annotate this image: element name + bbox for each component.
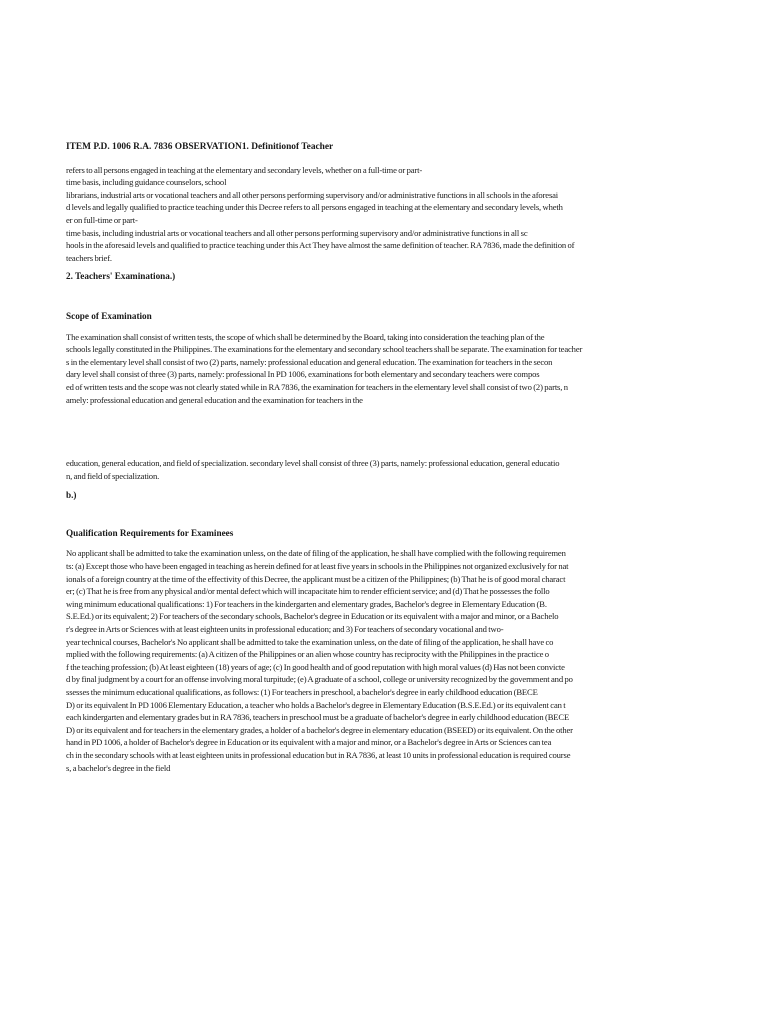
definition-paragraph xyxy=(66,164,704,265)
text-line: time basis, including guidance counselors, school xyxy=(66,177,227,188)
text-line: No applicant shall be admitted to take the examination unless, on the date of filing of the application, he shall have complied with the following requiremen xyxy=(66,548,566,559)
document-page xyxy=(66,141,704,774)
text-line: mplied with the following requirements: (a) A citizen of the Philippines or an alien whose country has reciprocity with the Philippines in the practice o xyxy=(66,649,549,660)
text-line: d levels and legally qualified to practice teaching under this Decree refers to all persons engaged in teaching at the elementary and secondary levels, wheth xyxy=(66,202,563,213)
section-heading-teachers-examination: 2. Teachers' Examinationa.) xyxy=(66,271,176,282)
text-line: d by final judgment by a court for an offense involving moral turpitude; (e) A graduate of a school, college or university recognized by the government and po xyxy=(66,674,573,685)
text-line: The examination shall consist of written tests, the scope of which shall be determined by the Board, taking into consideration the teaching plan of the xyxy=(66,331,545,342)
text-line: n, and field of specialization. xyxy=(66,470,160,481)
text-line: education, general education, and field of specialization. secondary level shall consist of three (3) parts, namely: professional education, general educatio xyxy=(66,458,560,469)
continuation-paragraph xyxy=(66,457,704,482)
text-line: ssesses the minimum educational qualifications, as follows: (1) For teachers in preschool, a bachelor's degree in early childhood education (BECE xyxy=(66,687,538,697)
text-line: ionals of a foreign country at the time of the effectivity of this Decree, the applicant must be a citizen of the Philippines; (b) That he is of good moral charact xyxy=(66,573,566,584)
text-line: s, a bachelor's degree in the field xyxy=(66,762,171,773)
text-line: s in the elementary level shall consist of two (2) parts, namely: professional education and general education. The examination for teachers in the secon xyxy=(66,356,553,367)
text-line: schools legally constituted in the Philippines. The examinations for the elementary and secondary school teachers shall be separate. The examination for teacher xyxy=(66,344,583,355)
text-line: S.E.Ed.) or its equivalent; 2) For teachers of the secondary schools, Bachelor's degree in Education or its equivalent with a major and minor, or a Bachelo xyxy=(66,611,559,622)
text-line: amely: professional education and general education and the examination for teachers in the xyxy=(66,394,363,405)
text-line: ed of written tests and the scope was not clearly stated while in RA 7836, the examination for teachers in the elementary level shall consist of two (2) parts, n xyxy=(66,381,568,392)
text-line: hand in PD 1006, a holder of Bachelor's degree in Education or its equivalent with a major and minor, or a Bachelor's degree in Arts or Sciences can tea xyxy=(66,737,552,748)
text-line: year technical courses, Bachelor's No applicant shall be admitted to take the examination unless, on the date of filing of the application, he shall have co xyxy=(66,636,554,647)
text-line: r's degree in Arts or Sciences with at least eighteen units in professional education; and 3) For teachers of secondary vocational and two- xyxy=(66,624,504,635)
text-line: wing minimum educational qualifications: 1) For teachers in the kindergarten and elementary grades, Bachelor's degree in Elementary Education (B. xyxy=(66,598,547,609)
text-line: er; (c) That he is free from any physical and/or mental defect which will incapacitate him to render efficient service; and (d) That he possesses the follo xyxy=(66,586,550,597)
text-line: each kindergarten and elementary grades but in RA 7836, teachers in preschool must be a graduate of bachelor's degree in early childhood education (BECE xyxy=(66,712,570,723)
document-title: ITEM P.D. 1006 R.A. 7836 OBSERVATION1. Definitionof Teacher xyxy=(66,142,334,152)
section-heading-scope: Scope of Examination xyxy=(66,310,152,321)
text-line: ch in the secondary schools with at least eighteen units in professional education but in RA 7836, at least 10 units in professional education is required course xyxy=(66,749,571,760)
text-line: refers to all persons engaged in teaching at the elementary and secondary levels, whether on a full-time or part- xyxy=(66,164,423,175)
text-line: dary level shall consist of three (3) parts, namely: professional In PD 1006, examinations for both elementary and secondary teachers were compos xyxy=(66,369,540,380)
text-line: librarians, industrial arts or vocational teachers and all other persons performing supervisory and/or administrative functions in all schools in the aforesai xyxy=(66,189,559,200)
section-heading-qualification: Qualification Requirements for Examinees xyxy=(66,527,234,538)
text-line: teachers brief. xyxy=(66,252,112,263)
text-line: er on full-time or part- xyxy=(66,214,138,225)
text-line: f the teaching profession; (b) At least eighteen (18) years of age; (c) In good health and of good reputation with high moral values (d) Has not been convicte xyxy=(66,661,565,672)
text-line: time basis, including industrial arts or vocational teachers and all other persons performing supervisory and/or administrative functions in all sc xyxy=(66,227,528,238)
text-line: D) or its equivalent and for teachers in the elementary grades, a holder of a bachelor's degree in elementary education (BSEED) or its equivalent. On the other xyxy=(66,724,573,735)
scope-paragraph xyxy=(66,331,704,407)
section-heading-b: b.) xyxy=(66,490,77,501)
qualification-paragraph xyxy=(66,547,704,774)
text-line: hools in the aforesaid levels and qualified to practice teaching under this Act They have almost the same definition of teacher. RA 7836, made the definition of xyxy=(66,240,575,251)
text-line: D) or its equivalent In PD 1006 Elementary Education, a teacher who holds a Bachelor's degree in Elementary Education (B.S.E.Ed.) or its equivalent can t xyxy=(66,699,566,710)
text-line: ts: (a) Except those who have been engaged in teaching as herein defined for at least five years in schools in the Philippines not organized exclusively for nat xyxy=(66,561,569,572)
